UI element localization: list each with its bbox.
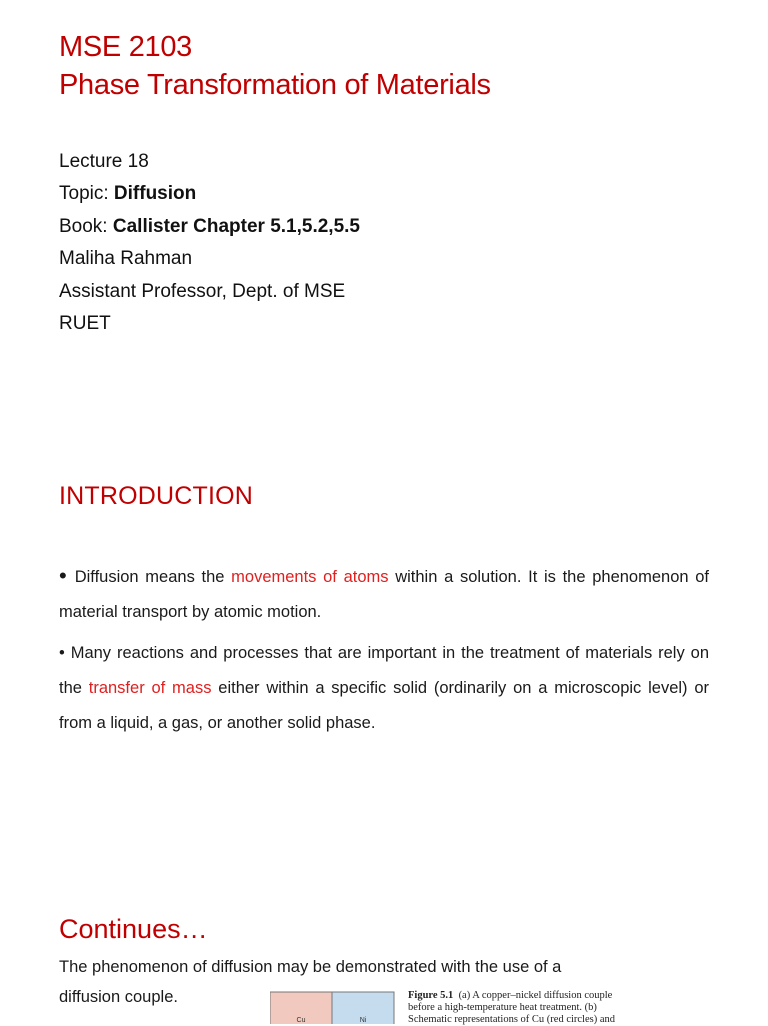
figure-caption-text: (a) A copper–nickel diffusion couple before a high-temperature heat treatment. (b) Schematic representations of Cu (red circles) and xyxy=(408,990,616,1025)
figure-caption xyxy=(408,990,638,1026)
diffusion-couple-figure xyxy=(270,990,720,1024)
continues-heading: Continues… xyxy=(59,914,208,944)
p1-text-a: Diffusion means the xyxy=(74,568,232,586)
diffusion-couple-diagram xyxy=(270,990,400,1024)
continues-paragraph: The phenomenon of diffusion may be demonstrated with the use of a diffusion couple. xyxy=(59,958,562,1006)
introduction-heading: INTRODUCTION xyxy=(59,482,254,510)
bullet-marker: • xyxy=(59,563,67,588)
intro-paragraph-1 xyxy=(59,557,709,630)
intro-paragraph-2 xyxy=(59,636,709,741)
lecture-info xyxy=(59,146,360,340)
p1-text-b: within a solution. It is the phenomenon of material transport by atomic motion. xyxy=(59,568,709,621)
book-label: Book: xyxy=(59,215,113,237)
figure-caption-title: Figure 5.1 xyxy=(408,990,454,1001)
topic-line xyxy=(59,178,360,210)
course-code: MSE 2103 xyxy=(59,31,193,63)
institution: RUET xyxy=(59,313,111,335)
nickel-label: Ni xyxy=(359,1017,367,1024)
lecture-number: Lecture 18 xyxy=(59,151,149,172)
p2-highlight: transfer of mass xyxy=(88,679,212,697)
p2-text-a: • Many reactions and processes that are important in the treatment of materials rely on the xyxy=(59,644,709,697)
copper-label: Cu xyxy=(296,1017,306,1024)
topic-value: Diffusion xyxy=(113,183,197,205)
book-value: Callister Chapter 5.1,5.2,5.5 xyxy=(112,215,360,237)
page-title xyxy=(59,28,491,104)
author-position: Assistant Professor, Dept. of MSE xyxy=(59,280,346,302)
topic-label: Topic: xyxy=(59,183,114,205)
p1-highlight: movements of atoms xyxy=(231,568,389,586)
author-name: Maliha Rahman xyxy=(59,248,193,270)
p2-text-b: either within a specific solid (ordinarily on a microscopic level) or from a liquid, a gas, or another solid phase. xyxy=(59,679,709,732)
book-line xyxy=(59,211,360,243)
course-title: Phase Transformation of Materials xyxy=(59,69,491,101)
